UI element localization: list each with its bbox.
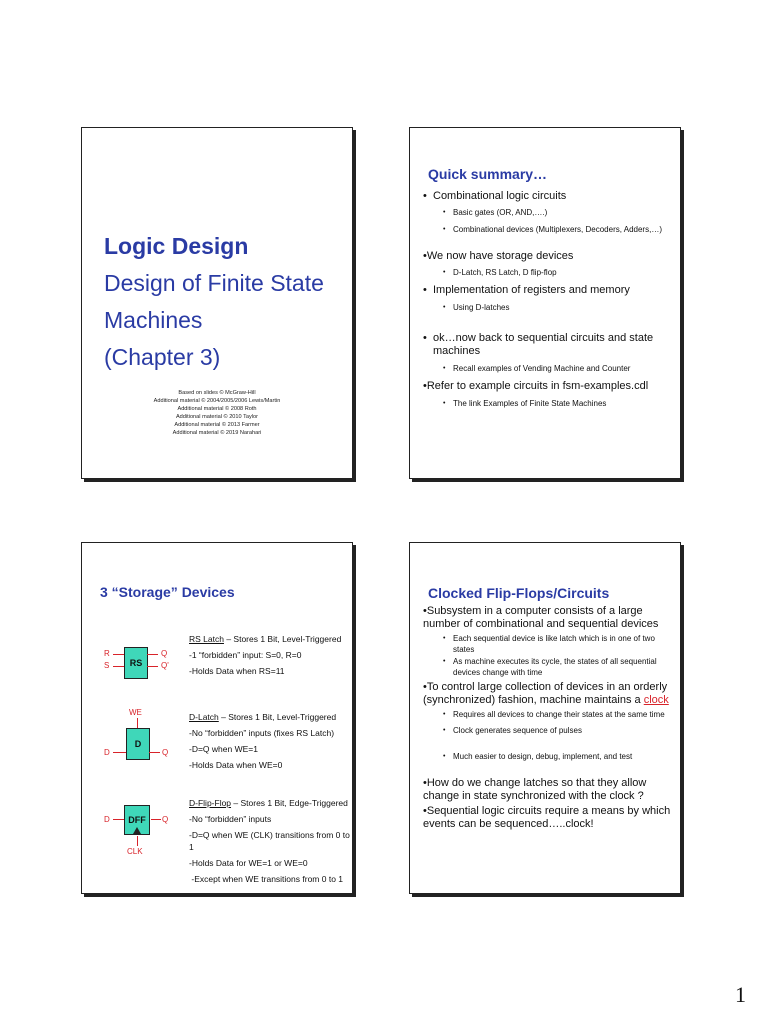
sub-bullet: • Requires all devices to change their states at the same time: [423, 710, 674, 721]
bullet-text: •To control large collection of devices in an orderly (synchronized) fashion, machine maintains a: [423, 681, 668, 706]
title-main: Logic Design: [104, 233, 249, 259]
dff-description: [189, 797, 352, 885]
title-line-2: Machines: [104, 307, 203, 333]
wire: [147, 666, 158, 667]
pin-clk: CLK: [127, 847, 143, 856]
bullet: •Sequential logic circuits require a means by which events can be sequenced…..clock!: [423, 804, 671, 830]
wire: [147, 654, 158, 655]
bullet: • ok…now back to sequential circuits and state machines: [423, 332, 674, 358]
credit-line: Additional material © 2013 Farmer: [174, 422, 260, 428]
rs-latch-name: RS Latch: [189, 634, 224, 644]
bullet: [423, 681, 674, 707]
sub-bullet: • The link Examples of Finite State Machines: [423, 399, 674, 410]
pin-q: Q: [161, 649, 168, 658]
bullet: •Subsystem in a computer consists of a large number of combinational and sequential devices: [423, 605, 659, 630]
wire: [113, 654, 124, 655]
rs-detail: -1 “forbidden” input: S=0, R=0: [189, 650, 302, 660]
credit-line: Based on slides © McGraw-Hill: [178, 390, 256, 396]
dff-name: D-Flip-Flop: [189, 798, 232, 808]
sub-bullet: • D-Latch, RS Latch, D flip-flop: [423, 268, 674, 279]
d-detail: -Holds Data when WE=0: [189, 760, 283, 770]
dff-detail: -No “forbidden” inputs: [189, 814, 272, 824]
wire: [149, 752, 160, 753]
dff-summary: – Stores 1 Bit, Edge-Triggered: [231, 798, 348, 808]
page-number: 1: [735, 982, 746, 1007]
dff-detail: -Holds Data for WE=1 or WE=0: [189, 858, 308, 868]
sub-bullet: • Clock generates sequence of pulses: [423, 726, 674, 737]
slide-heading: 3 “Storage” Devices: [100, 584, 235, 600]
bullet-list: [423, 190, 674, 409]
d-latch-box: D: [126, 728, 150, 760]
wire: [137, 718, 138, 728]
d-detail: -No “forbidden” inputs (fixes RS Latch): [189, 728, 335, 738]
credit-line: Additional material © 2010 Taylor: [175, 414, 259, 420]
bullet: •How do we change latches so that they allow change in state synchronized with the clock ?: [423, 776, 647, 802]
dff-box: DFF: [124, 805, 150, 835]
pin-q: Q: [162, 815, 169, 824]
d-latch-summary: – Stores 1 Bit, Level-Triggered: [218, 712, 337, 722]
wire: [137, 836, 138, 846]
bullet: •We now have storage devices: [423, 250, 574, 262]
pin-d: D: [104, 748, 110, 757]
bullet: •Refer to example circuits in fsm-examples.cdl: [423, 379, 649, 392]
pin-q: Q: [162, 748, 169, 757]
credit-line: Additional material © 2008 Roth: [177, 406, 257, 412]
sub-bullet: • Recall examples of Vending Machine and Counter: [423, 364, 674, 375]
sub-bullet: • Combinational devices (Multiplexers, Decoders, Adders,…): [423, 225, 674, 236]
slide-heading: Clocked Flip-Flops/Circuits: [428, 585, 610, 601]
sub-bullet: • Each sequential device is like latch which is in one of two states: [423, 634, 674, 655]
d-latch-name: D-Latch: [189, 712, 219, 722]
slide-clocked-flip-flops: [409, 542, 681, 894]
pin-s: S: [104, 661, 110, 670]
wire: [113, 819, 124, 820]
slide-storage-devices: [81, 542, 353, 894]
slide-quick-summary: [409, 127, 681, 479]
rs-detail: -Holds Data when RS=11: [189, 666, 285, 676]
pin-q-bar: Q': [161, 661, 169, 670]
dff-detail: -D=Q when WE (CLK) transitions from 0 to 1: [189, 830, 350, 852]
rs-latch-box: RS: [124, 647, 148, 679]
slide-heading: Quick summary…: [428, 166, 548, 182]
clock-link[interactable]: clock: [643, 694, 669, 706]
title-block: [104, 228, 349, 376]
title-line-1: Design of Finite State: [104, 270, 324, 296]
title-line-3: (Chapter 3): [104, 344, 221, 370]
bullet-list: [423, 605, 674, 831]
bullet: • Combinational logic circuits: [423, 190, 674, 203]
wire: [113, 752, 126, 753]
bullet: • Implementation of registers and memory: [423, 284, 674, 297]
wire: [151, 819, 161, 820]
wire: [113, 666, 124, 667]
credit-line: Additional material © 2019 Narahari: [172, 430, 262, 436]
pin-we: WE: [129, 708, 142, 717]
slide-title: [81, 127, 353, 479]
pin-r: R: [104, 649, 110, 658]
sub-bullet: • As machine executes its cycle, the states of all sequential devices change with time: [423, 657, 674, 678]
credit-line: Additional material © 2004/2005/2006 Lewis/Martin: [153, 398, 281, 404]
rs-latch-summary: – Stores 1 Bit, Level-Triggered: [223, 634, 342, 644]
dff-detail: -Except when WE transitions from 0 to 1: [189, 874, 344, 884]
d-latch-description: [189, 711, 336, 771]
pin-d: D: [104, 815, 110, 824]
sub-bullet: • Using D-latches: [423, 303, 674, 314]
sub-bullet: • Much easier to design, debug, implement, and test: [423, 752, 674, 763]
d-detail: -D=Q when WE=1: [189, 744, 258, 754]
sub-bullet: • Basic gates (OR, AND,….): [423, 208, 674, 219]
clock-edge-icon: [133, 827, 141, 834]
credits: [82, 389, 352, 437]
rs-latch-description: [189, 633, 341, 677]
